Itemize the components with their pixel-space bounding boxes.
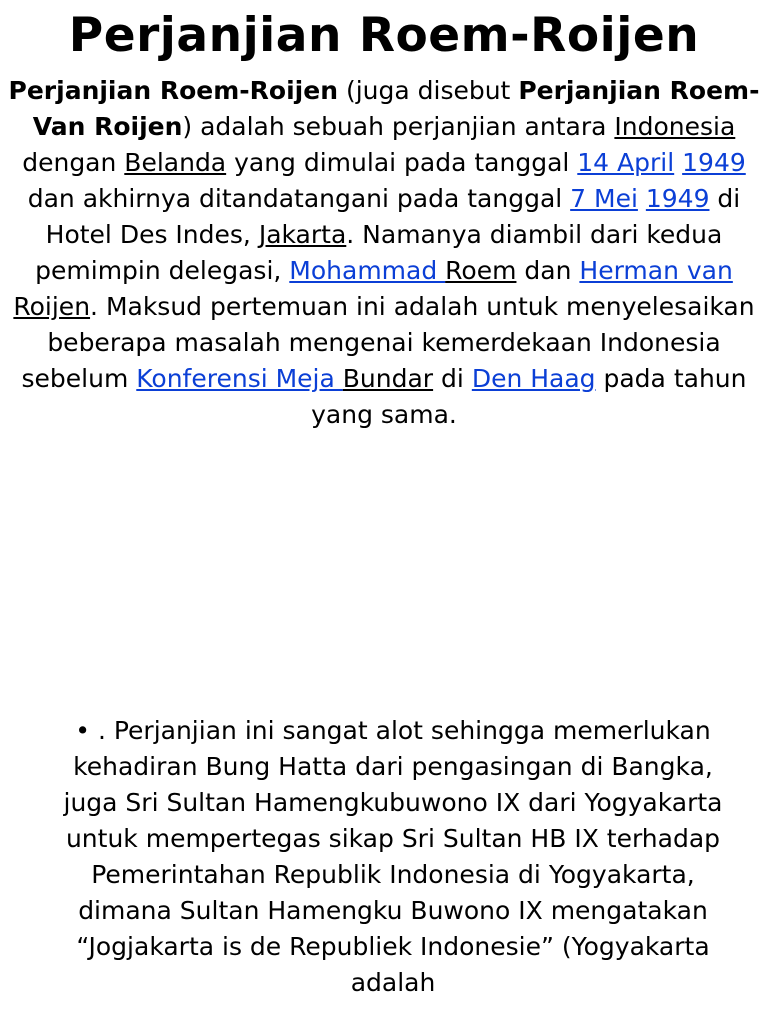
bold-term: Perjanjian Roem-Roijen: [8, 76, 338, 105]
text-run: . Maksud pertemuan ini adalah untuk menyelesaikan beberapa masalah mengenai kemerdekaan Indonesia sebelum: [21, 292, 755, 393]
link-belanda[interactable]: Belanda: [124, 148, 227, 177]
link-den-haag[interactable]: Den Haag: [471, 364, 596, 393]
text-run: ) adalah sebuah perjanjian antara: [182, 112, 615, 141]
page-title: Perjanjian Roem-Roijen: [68, 8, 700, 63]
text-run: . Namanya diambil dari kedua pemimpin delegasi,: [35, 220, 723, 285]
bold-term: Perjanjian Roem-Van Roijen: [32, 76, 760, 141]
text-run: [674, 148, 682, 177]
text-run: yang dimulai pada tanggal: [226, 148, 578, 177]
bullet-icon: •: [75, 716, 91, 745]
bullet-paragraph: [60, 713, 726, 1001]
link-bundar[interactable]: Bundar: [342, 364, 434, 393]
link-1949-a[interactable]: 1949: [682, 148, 746, 177]
link-1949-b[interactable]: 1949: [645, 184, 710, 213]
link-herman-van[interactable]: Herman van: [579, 256, 733, 285]
text-run: dengan: [22, 148, 125, 177]
link-roem[interactable]: Roem: [445, 256, 517, 285]
link-konferensi-meja[interactable]: Konferensi Meja: [136, 364, 343, 393]
link-14-april[interactable]: 14 April: [577, 148, 675, 177]
bullet-text: . Perjanjian ini sangat alot sehingga memerlukan kehadiran Bung Hatta dari pengasingan di Bangka, juga Sri Sultan Hamengkubuwono IX dari Yogyakarta untuk mempertegas sikap Sri Sultan HB IX terhadap Pemerintahan Republik Indonesia di Yogyakarta, dimana Sultan Hamengku Buwono IX mengatakan “Jogjakarta is de Republiek Indonesie” (Yogyakarta adalah: [63, 716, 723, 997]
link-roijen[interactable]: Roijen: [13, 292, 91, 321]
link-jakarta[interactable]: Jakarta: [258, 220, 347, 249]
text-run: (juga disebut: [338, 76, 519, 105]
text-run: dan: [516, 256, 580, 285]
text-run: di Hotel Des Indes,: [45, 184, 741, 249]
text-run: [638, 184, 646, 213]
intro-paragraph: [6, 73, 762, 433]
text-run: di: [433, 364, 472, 393]
text-run: dan akhirnya ditandatangani pada tanggal: [27, 184, 571, 213]
link-mohammad[interactable]: Mohammad: [289, 256, 446, 285]
text-run: pada tahun yang sama.: [311, 364, 747, 429]
link-indonesia[interactable]: Indonesia: [614, 112, 736, 141]
link-7-mei[interactable]: 7 Mei: [570, 184, 638, 213]
